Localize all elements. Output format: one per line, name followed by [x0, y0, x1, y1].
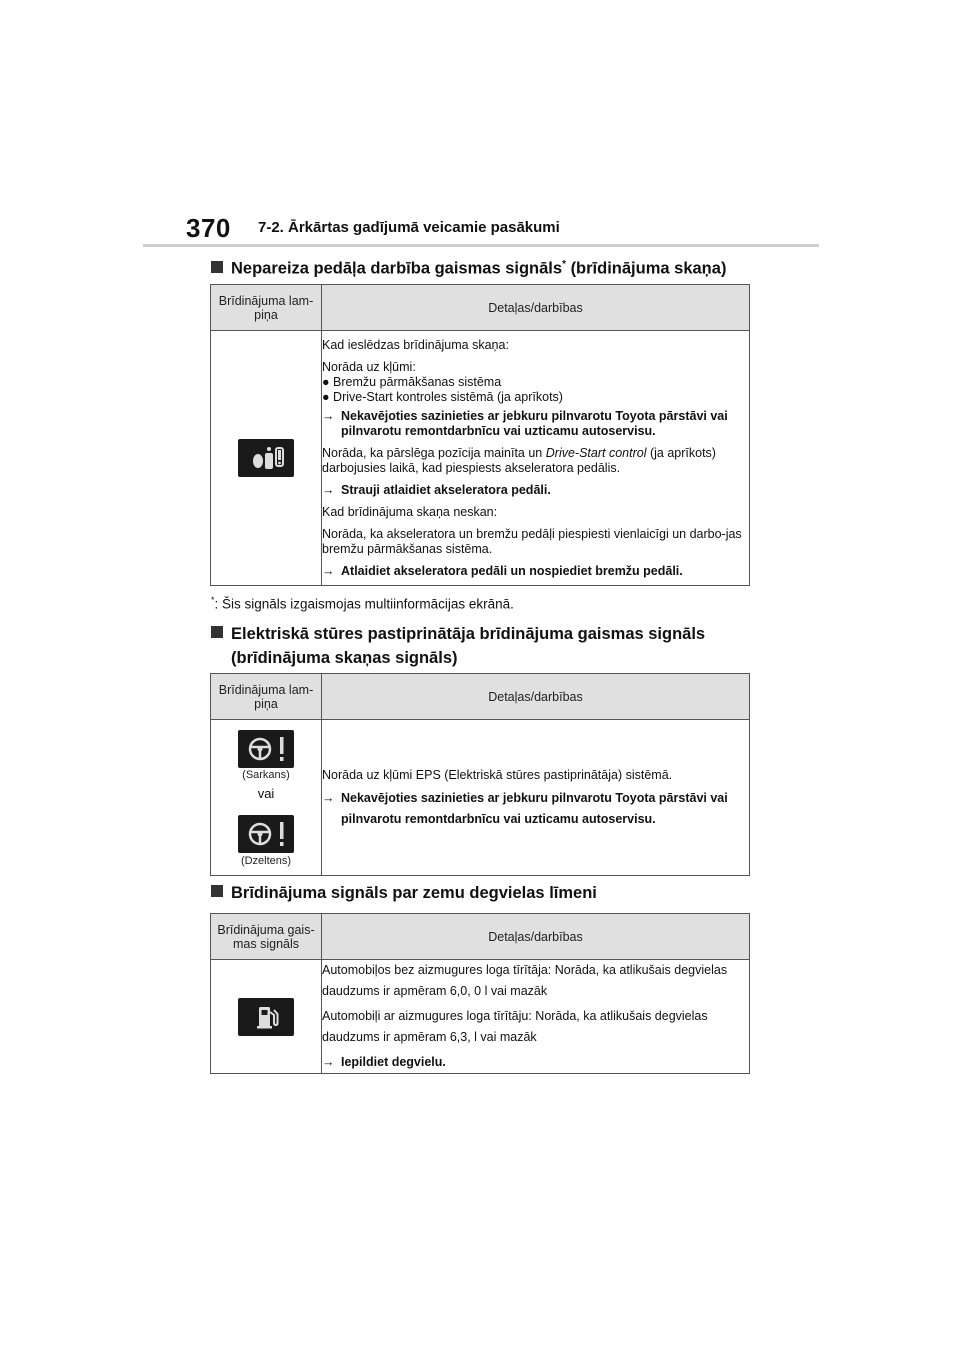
action-item: → Nekavējoties sazinieties ar jebkuru pilnvarotu Toyota pārstāvi vai pilnvarotu remontdarbnīcu vai uzticamu autoservisu.	[322, 791, 728, 826]
column-header-lamp: Brīdinājuma lam-piņa	[211, 285, 322, 331]
chapter-title: 7-2. Ārkārtas gadījumā veicamie pasākumi	[258, 219, 560, 236]
lamp-cell	[211, 720, 322, 876]
detail-text: Norāda, ka pārslēga pozīcija mainīta un Drive-Start control (ja aprīkots) darbojusies laikā, kad piespiests akseleratora pedālis.	[322, 445, 716, 475]
footnote-mark: *	[562, 259, 566, 270]
lamp-cell	[211, 331, 322, 586]
heading-text: Brīdinājuma signāls par zemu degvielas līmeni	[231, 884, 597, 902]
detail-text: Kad brīdinājuma skaņa neskan:	[322, 504, 498, 519]
details-cell	[322, 720, 750, 876]
detail-text: Kad ieslēdzas brīdinājuma skaņa:	[322, 337, 509, 352]
detail-text: Automobiļos bez aizmugures loga tīrītāja: Norāda, ka atlikušais degvielas daudzums ir apmēram 6,0, 0 l vai mazāk	[322, 963, 728, 998]
lamp-color-label: (Dzeltens)	[240, 855, 292, 867]
action-item: → Atlaidiet akseleratora pedāli un nospiediet bremžu pedāli.	[322, 563, 683, 578]
heading-text: Nepareiza pedāļa darbība gaismas signāls	[231, 259, 563, 278]
column-header-details: Detaļas/darbības	[322, 674, 750, 720]
section-heading-fuel	[211, 881, 597, 905]
lamp-color-label: (Sarkans)	[242, 769, 290, 781]
or-label: vai	[257, 786, 275, 801]
header-rule	[143, 244, 819, 247]
detail-text: Automobiļi ar aizmugures loga tīrītāju: Norāda, ka atlikušais degvielas daudzums ir apmēram 6,3, l vai mazāk	[322, 1009, 708, 1044]
column-header-details: Detaļas/darbības	[322, 285, 750, 331]
footnote: *: Šis signāls izgaismojas multiinformācijas ekrānā.	[211, 595, 514, 612]
detail-text: Norāda, ka akseleratora un bremžu pedāļi piespiesti vienlaicīgi un darbo-jas bremžu pārmākšanas sistēma.	[322, 526, 742, 556]
square-bullet-icon	[211, 885, 223, 897]
fuel-warning-table	[210, 913, 750, 1074]
section-heading-eps	[211, 622, 705, 670]
bullet-item: ● Drive-Start kontroles sistēmā (ja aprīkots)	[322, 389, 563, 404]
column-header-lamp: Brīdinājuma gais-mas signāls	[211, 914, 322, 960]
column-header-lamp: Brīdinājuma lam-piņa	[211, 674, 322, 720]
action-item: → Nekavējoties sazinieties ar jebkuru pilnvarotu Toyota pārstāvi vai pilnvarotu remontdarbnīcu vai uzticamu autoservisu.	[322, 408, 728, 438]
heading-line-2: (brīdinājuma skaņas signāls)	[231, 649, 458, 667]
lamp-cell	[211, 960, 322, 1074]
square-bullet-icon	[211, 261, 223, 273]
details-cell	[322, 960, 750, 1074]
details-cell	[322, 331, 750, 586]
heading-text: Elektriskā stūres pastiprinātāja brīdinājuma gaismas signāls	[231, 625, 706, 643]
square-bullet-icon	[211, 626, 223, 638]
fuel-pump-icon	[238, 998, 294, 1036]
pedal-warning-table	[210, 284, 750, 586]
eps-warning-table	[210, 673, 750, 876]
steering-warning-icon	[238, 815, 294, 853]
section-heading-pedal	[211, 253, 726, 281]
pedal-warning-icon	[238, 439, 294, 477]
column-header-details: Detaļas/darbības	[322, 914, 750, 960]
page-number: 370	[186, 213, 231, 243]
detail-text: Norāda uz kļūmi EPS (Elektriskā stūres pastiprinātāja) sistēmā.	[322, 768, 673, 782]
heading-suffix: (brīdinājuma skaņa)	[570, 259, 727, 278]
action-item: → Iepildiet degvielu.	[322, 1055, 446, 1069]
steering-warning-icon	[238, 730, 294, 768]
bullet-item: ● Bremžu pārmākšanas sistēma	[322, 374, 502, 389]
action-item: → Strauji atlaidiet akseleratora pedāli.	[322, 482, 551, 497]
detail-text: Norāda uz kļūmi: ● Bremžu pārmākšanas sistēma ● Drive-Start kontroles sistēmā (ja aprīkots)	[322, 360, 749, 405]
